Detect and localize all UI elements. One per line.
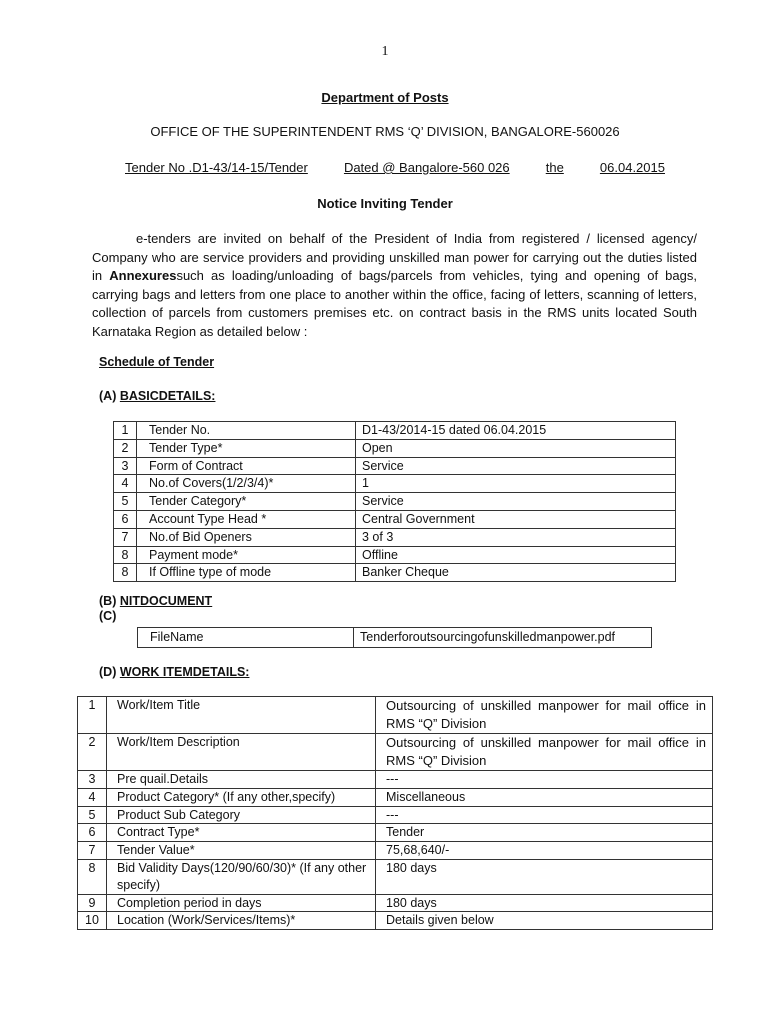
paragraph-bold: Annexures	[109, 268, 177, 284]
table-row	[114, 493, 676, 511]
row-label: Product Category* (If any other,specify)	[107, 788, 376, 806]
notice-title: Notice Inviting Tender	[317, 196, 453, 211]
basic-details-table	[113, 421, 676, 582]
row-value: Offline	[356, 546, 676, 564]
row-number: 6	[78, 824, 107, 842]
table-row	[114, 510, 676, 528]
work-item-details-table	[77, 696, 713, 930]
table-row	[78, 734, 713, 771]
section-d-heading	[99, 665, 249, 679]
row-value: Open	[356, 439, 676, 457]
tender-the: the	[545, 160, 564, 175]
row-label: No.of Bid Openers	[137, 528, 356, 546]
table-row	[78, 859, 713, 894]
row-number: 2	[78, 734, 107, 771]
row-number: 5	[78, 806, 107, 824]
paragraph-part1: e-tenders are invited on behalf of the President of India from registered / licensed agency/ Company who are service providers and providing unskilled man power for carrying out the duties listed in	[92, 231, 697, 284]
row-value: ---	[376, 806, 713, 824]
table-row	[114, 564, 676, 582]
table-row	[114, 528, 676, 546]
table-row	[114, 475, 676, 493]
row-label: Form of Contract	[137, 457, 356, 475]
row-label: Bid Validity Days(120/90/60/30)* (If any other specify)	[107, 859, 376, 894]
tender-dated: Dated @ Bangalore-560 026	[343, 160, 510, 175]
row-value: Miscellaneous	[376, 788, 713, 806]
row-number: 1	[78, 697, 107, 734]
row-number: 6	[114, 510, 137, 528]
row-number: 2	[114, 439, 137, 457]
table-row	[114, 457, 676, 475]
row-label: Account Type Head *	[137, 510, 356, 528]
table-row	[78, 771, 713, 789]
row-number: 3	[114, 457, 137, 475]
row-label: Work/Item Description	[107, 734, 376, 771]
filename-value: Tenderforoutsourcingofunskilledmanpower.pdf	[354, 628, 652, 648]
row-number: 8	[78, 859, 107, 894]
row-value: Service	[356, 457, 676, 475]
section-d-marker: (D)	[99, 665, 117, 679]
row-value: Outsourcing of unskilled manpower for mail office in RMS “Q” Division	[376, 697, 713, 734]
table-row	[138, 628, 652, 648]
tender-date: 06.04.2015	[599, 160, 665, 175]
nit-document-table	[137, 627, 652, 648]
row-label: Tender Type*	[137, 439, 356, 457]
row-label: Tender Value*	[107, 842, 376, 860]
table-row	[78, 788, 713, 806]
row-label: No.of Covers(1/2/3/4)*	[137, 475, 356, 493]
table-row	[78, 824, 713, 842]
row-label: Completion period in days	[107, 894, 376, 912]
table-row	[78, 912, 713, 930]
schedule-heading: Schedule of Tender	[99, 355, 215, 369]
table-row	[78, 697, 713, 734]
tender-reference-line	[125, 160, 665, 175]
row-number: 4	[78, 788, 107, 806]
row-label: Contract Type*	[107, 824, 376, 842]
row-value: 180 days	[376, 859, 713, 894]
table-row	[78, 806, 713, 824]
filename-label: FileName	[138, 628, 354, 648]
row-value: 1	[356, 475, 676, 493]
row-value: D1-43/2014-15 dated 06.04.2015	[356, 422, 676, 440]
department-title: Department of Posts	[321, 90, 449, 105]
row-value: 75,68,640/-	[376, 842, 713, 860]
row-label: Work/Item Title	[107, 697, 376, 734]
row-label: Location (Work/Services/Items)*	[107, 912, 376, 930]
row-number: 9	[78, 894, 107, 912]
section-a-title: BASICDETAILS:	[119, 389, 216, 403]
row-number: 5	[114, 493, 137, 511]
tender-number: Tender No .D1-43/14-15/Tender	[125, 160, 308, 175]
section-a-heading	[99, 389, 215, 403]
row-label: Pre quail.Details	[107, 771, 376, 789]
row-number: 8	[114, 564, 137, 582]
row-number: 8	[114, 546, 137, 564]
section-b-heading	[99, 594, 212, 608]
row-number: 4	[114, 475, 137, 493]
row-number: 1	[114, 422, 137, 440]
row-label: Tender Category*	[137, 493, 356, 511]
intro-paragraph	[92, 230, 697, 342]
row-number: 7	[114, 528, 137, 546]
row-value: Details given below	[376, 912, 713, 930]
row-value: 180 days	[376, 894, 713, 912]
section-b-title: NITDOCUMENT	[119, 594, 213, 608]
row-label: Payment mode*	[137, 546, 356, 564]
table-row	[78, 842, 713, 860]
row-number: 3	[78, 771, 107, 789]
row-value: Service	[356, 493, 676, 511]
table-row	[114, 422, 676, 440]
row-label: If Offline type of mode	[137, 564, 356, 582]
row-label: Tender No.	[137, 422, 356, 440]
row-value: Outsourcing of unskilled manpower for mail office in RMS “Q” Division	[376, 734, 713, 771]
row-number: 10	[78, 912, 107, 930]
section-c-marker: (C)	[99, 609, 117, 623]
page-number: 1	[381, 44, 389, 59]
paragraph-part2: such as loading/unloading of bags/parcels from vehicles, tying and opening of bags, carrying bags and letters from one place to another within the office, facing of letters, scanning of letters, collection of parcels from customers premises etc. on contract basis in the RMS units located South Karnataka Region as detailed below :	[92, 268, 697, 339]
section-b-marker: (B)	[99, 594, 117, 608]
section-a-marker: (A)	[99, 389, 117, 403]
table-row	[114, 439, 676, 457]
row-label: Product Sub Category	[107, 806, 376, 824]
row-value: Tender	[376, 824, 713, 842]
row-value: Central Government	[356, 510, 676, 528]
row-number: 7	[78, 842, 107, 860]
row-value: ---	[376, 771, 713, 789]
office-title: OFFICE OF THE SUPERINTENDENT RMS ‘Q’ DIVISION, BANGALORE-560026	[150, 124, 620, 139]
row-value: Banker Cheque	[356, 564, 676, 582]
table-row	[78, 894, 713, 912]
table-row	[114, 546, 676, 564]
section-d-title: WORK ITEMDETAILS:	[119, 665, 250, 679]
row-value: 3 of 3	[356, 528, 676, 546]
